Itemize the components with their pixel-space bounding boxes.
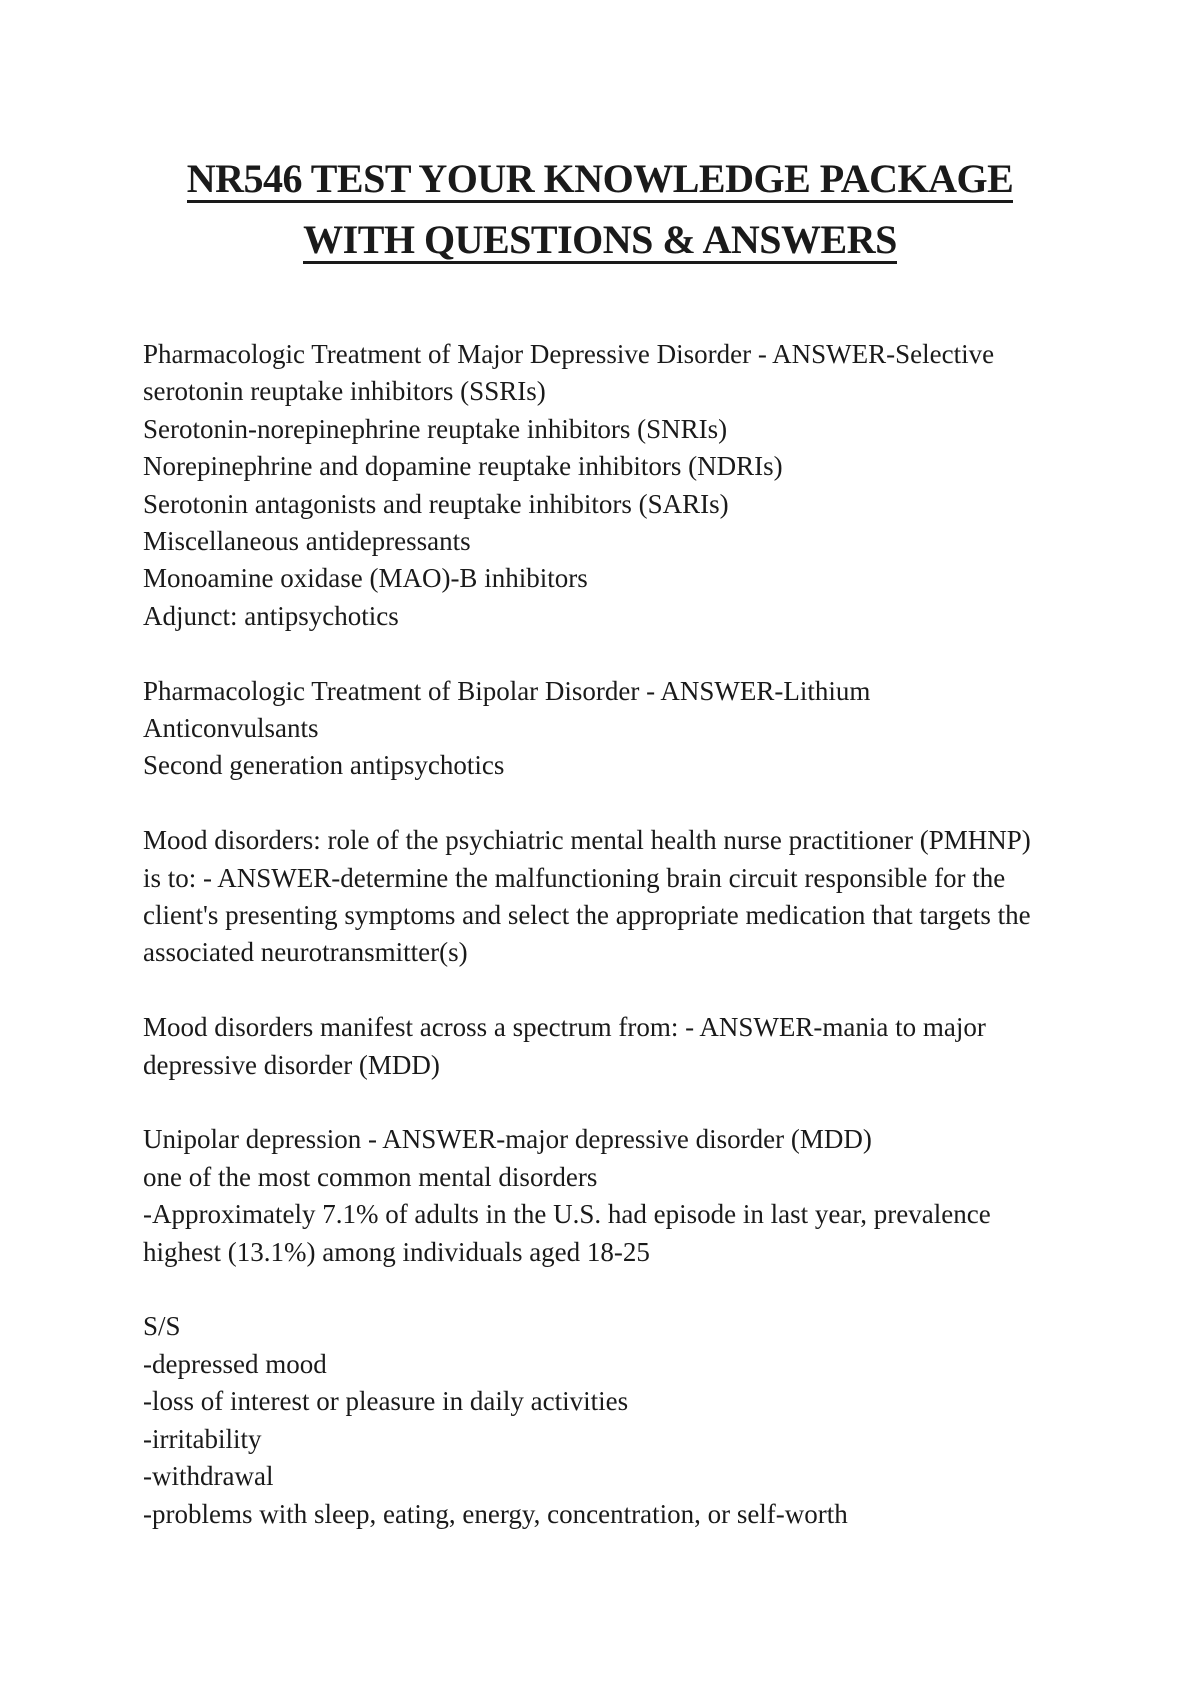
text-line: is to: - ANSWER-determine the malfunctioning brain circuit responsible for the [143, 862, 1006, 893]
qa-block-bipolar-treatment [143, 673, 1073, 785]
title-line: NR546 TEST YOUR KNOWLEDGE PACKAGE [186, 156, 1014, 201]
document-body [143, 336, 1073, 1570]
text-line: Mood disorders: role of the psychiatric mental health nurse practitioner (PMHNP) [143, 825, 1031, 856]
text-line: one of the most common mental disorders [143, 1161, 598, 1192]
text-line: Serotonin-norepinephrine reuptake inhibitors (SNRIs) [143, 413, 728, 444]
text-line: serotonin reuptake inhibitors (SSRIs) [143, 376, 546, 407]
text-line: Second generation antipsychotics [143, 750, 505, 781]
text-line: Serotonin antagonists and reuptake inhibitors (SARIs) [143, 488, 729, 519]
qa-block-mdd-treatment [143, 336, 1073, 635]
title-line: WITH QUESTIONS & ANSWERS [303, 217, 897, 262]
text-line: Adjunct: antipsychotics [143, 600, 399, 631]
text-line: depressive disorder (MDD) [143, 1049, 440, 1080]
text-line: -problems with sleep, eating, energy, concentration, or self-worth [143, 1498, 848, 1529]
qa-block-unipolar-depression [143, 1121, 1073, 1271]
document-title [0, 152, 1200, 274]
text-line: -irritability [143, 1423, 262, 1454]
text-line: associated neurotransmitter(s) [143, 937, 468, 968]
text-line: Pharmacologic Treatment of Bipolar Disorder - ANSWER-Lithium [143, 675, 871, 706]
qa-block-pmhnp-role [143, 822, 1073, 972]
text-line: -withdrawal [143, 1461, 274, 1492]
text-line: Mood disorders manifest across a spectrum from: - ANSWER-mania to major [143, 1012, 986, 1043]
text-line: Monoamine oxidase (MAO)-B inhibitors [143, 563, 588, 594]
text-line: Anticonvulsants [143, 713, 319, 744]
qa-block-signs-symptoms [143, 1308, 1073, 1532]
text-line: Pharmacologic Treatment of Major Depressive Disorder - ANSWER-Selective [143, 339, 995, 369]
text-line: client's presenting symptoms and select the appropriate medication that targets the [143, 900, 1031, 931]
text-line: -depressed mood [143, 1348, 327, 1379]
text-line: Unipolar depression - ANSWER-major depressive disorder (MDD) [143, 1124, 872, 1155]
text-line: highest (13.1%) among individuals aged 18-25 [143, 1236, 650, 1267]
qa-block-mood-spectrum [143, 1009, 1073, 1084]
text-line: S/S [143, 1311, 181, 1342]
text-line: -Approximately 7.1% of adults in the U.S. had episode in last year, prevalence [143, 1199, 991, 1230]
text-line: -loss of interest or pleasure in daily activities [143, 1386, 629, 1417]
text-line: Miscellaneous antidepressants [143, 526, 471, 557]
text-line: Norepinephrine and dopamine reuptake inhibitors (NDRIs) [143, 451, 783, 482]
